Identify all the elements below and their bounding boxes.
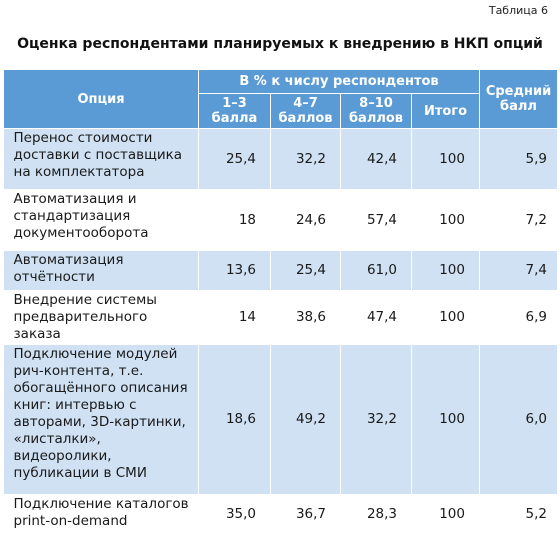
option-cell: Подключение модулей рич-контента, т.е. обогащённого описания книг: интервью с авторами, 3D-картинки, «листалки», видеоролики, публикации в СМИ bbox=[4, 345, 199, 495]
table-caption: Оценка респондентами планируемых к внедрению в НКП опций bbox=[17, 36, 543, 52]
score-8-10-cell: 28,3 bbox=[341, 495, 412, 535]
total-cell: 100 bbox=[412, 495, 480, 535]
table-row bbox=[4, 190, 558, 251]
total-cell: 100 bbox=[412, 251, 480, 291]
score-4-7-cell: 32,2 bbox=[271, 129, 341, 190]
score-1-3-cell: 14 bbox=[199, 291, 271, 345]
table-row bbox=[4, 251, 558, 291]
score-4-7-cell: 36,7 bbox=[271, 495, 341, 535]
table-row bbox=[4, 291, 558, 345]
table-number-label: Таблица 6 bbox=[488, 4, 548, 17]
table-row bbox=[4, 495, 558, 535]
total-cell: 100 bbox=[412, 129, 480, 190]
header-group-percent: В % к числу респондентов bbox=[199, 70, 480, 94]
score-1-3-cell: 13,6 bbox=[199, 251, 271, 291]
average-cell: 5,9 bbox=[480, 129, 558, 190]
table-row bbox=[4, 129, 558, 190]
average-cell: 6,0 bbox=[480, 345, 558, 495]
score-8-10-cell: 32,2 bbox=[341, 345, 412, 495]
score-4-7-cell: 24,6 bbox=[271, 190, 341, 251]
score-8-10-cell: 57,4 bbox=[341, 190, 412, 251]
average-cell: 6,9 bbox=[480, 291, 558, 345]
score-8-10-cell: 42,4 bbox=[341, 129, 412, 190]
score-8-10-cell: 47,4 bbox=[341, 291, 412, 345]
header-score-4-7: 4–7 баллов bbox=[271, 94, 341, 129]
score-4-7-cell: 38,6 bbox=[271, 291, 341, 345]
score-4-7-cell: 49,2 bbox=[271, 345, 341, 495]
header-score-1-3: 1–3 балла bbox=[199, 94, 271, 129]
option-cell: Перенос стоимости доставки с поставщика на комплектатора bbox=[4, 129, 199, 190]
total-cell: 100 bbox=[412, 190, 480, 251]
score-1-3-cell: 35,0 bbox=[199, 495, 271, 535]
average-cell: 5,2 bbox=[480, 495, 558, 535]
header-average-score: Средний балл bbox=[480, 70, 558, 129]
header-total: Итого bbox=[412, 94, 480, 129]
table-row bbox=[4, 345, 558, 495]
header-option: Опция bbox=[4, 70, 199, 129]
header-score-8-10: 8–10 баллов bbox=[341, 94, 412, 129]
average-cell: 7,2 bbox=[480, 190, 558, 251]
score-8-10-cell: 61,0 bbox=[341, 251, 412, 291]
average-cell: 7,4 bbox=[480, 251, 558, 291]
score-4-7-cell: 25,4 bbox=[271, 251, 341, 291]
option-cell: Автоматизация и стандартизация документооборота bbox=[4, 190, 199, 251]
total-cell: 100 bbox=[412, 345, 480, 495]
survey-options-table bbox=[3, 69, 558, 535]
total-cell: 100 bbox=[412, 291, 480, 345]
score-1-3-cell: 18 bbox=[199, 190, 271, 251]
option-cell: Подключение каталогов print-on-demand bbox=[4, 495, 199, 535]
score-1-3-cell: 18,6 bbox=[199, 345, 271, 495]
score-1-3-cell: 25,4 bbox=[199, 129, 271, 190]
option-cell: Внедрение системы предварительного заказа bbox=[4, 291, 199, 345]
option-cell: Автоматизация отчётности bbox=[4, 251, 199, 291]
